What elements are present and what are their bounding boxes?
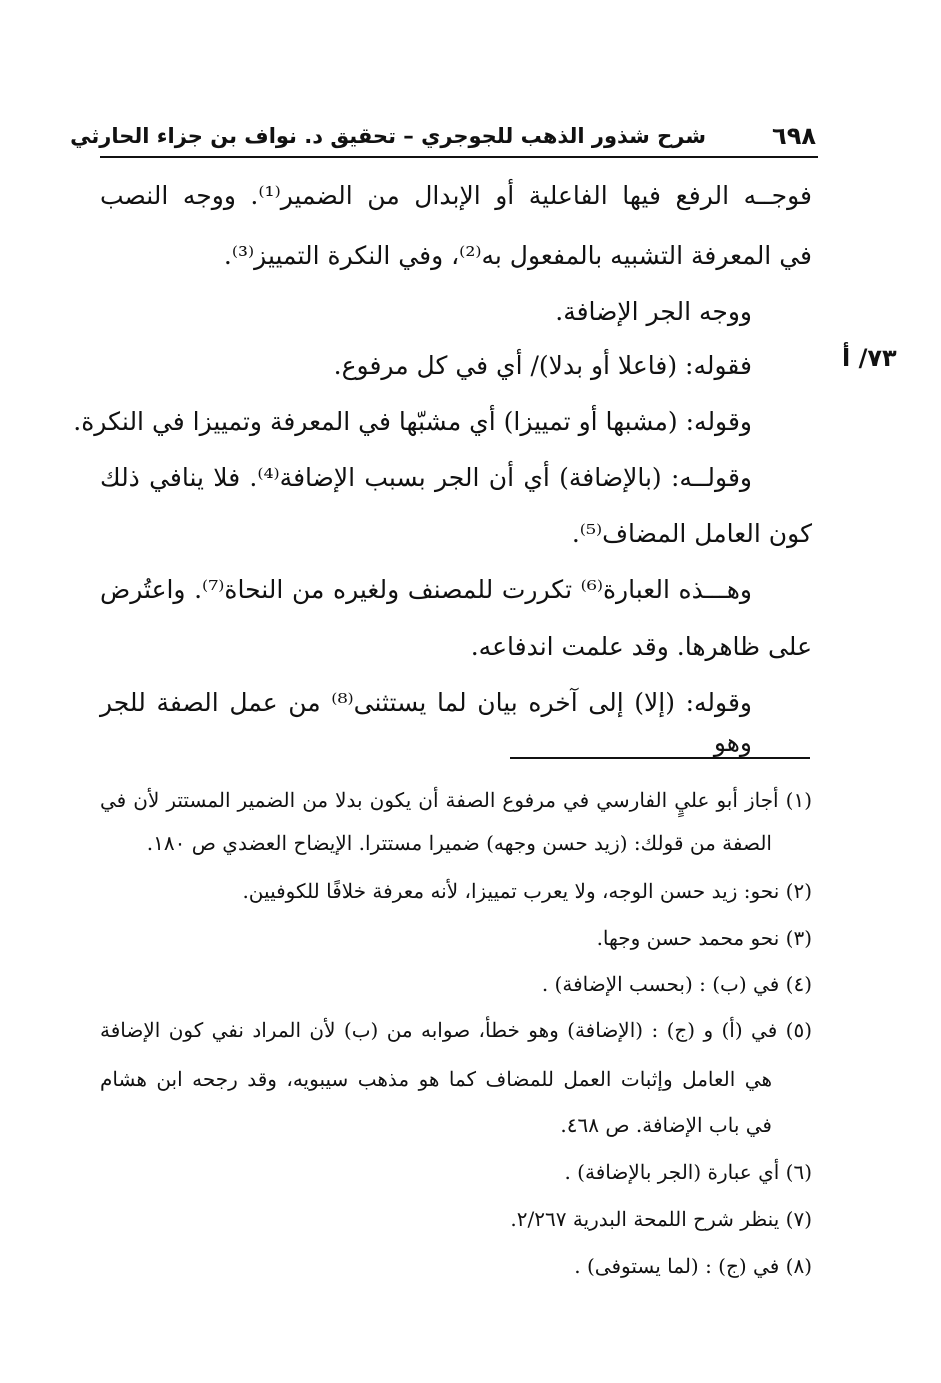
footnote-line: هي العامل وإثبات العمل للمضاف كما هو مذهب سيبويه، وقد رجحه ابن هشام: [100, 1067, 772, 1091]
footnote-line: (٤) في (ب) : (بحسب الإضافة) .: [541, 972, 812, 996]
text-line: فوجــه الرفع فيها الفاعلية أو الإبدال من الضمير⁽¹⁾. ووجه النصب: [100, 181, 812, 210]
footnote-line: (٣) نحو محمد حسن وجها.: [596, 926, 812, 950]
page-header: [70, 120, 818, 158]
text-line: على ظاهرها. وقد علمت اندفاعه.: [470, 632, 812, 661]
page-number: ٦٩٨: [772, 122, 816, 150]
footnote-separator: [510, 757, 810, 759]
text-line: وقوله: (مشبها أو تمييزا) أي مشبّها في المعرفة وتمييزا في النكرة.: [73, 407, 752, 436]
text-line: فقوله: (فاعلا أو بدلا)/ أي في كل مرفوع.: [333, 351, 752, 380]
text-line: وقوله: (إلا) إلى آخره بيان لما يستثنى⁽⁸⁾ من عمل الصفة للجر وهو: [100, 688, 752, 757]
text-line: وقولــه: (بالإضافة) أي أن الجر بسبب الإضافة⁽⁴⁾. فلا ينافي ذلك: [100, 463, 752, 492]
text-line: في المعرفة التشبيه بالمفعول به⁽²⁾، وفي النكرة التمييز⁽³⁾.: [223, 241, 812, 270]
text-line: ووجه الجر الإضافة.: [555, 297, 752, 326]
running-title: شرح شذور الذهب للجوجري – تحقيق د. نواف بن جزاء الحارثي: [70, 124, 706, 148]
manuscript-folio-marker: ٧٣/ أ: [842, 344, 897, 372]
footnote-line: (٥) في (أ) و (ج) : (الإضافة) وهو خطأ، صوابه من (ب) لأن المراد نفي كون الإضافة: [100, 1018, 812, 1042]
footnote-line: الصفة من قولك: (زيد حسن وجهه) ضميرا مستترا. الإيضاح العضدي ص ١٨٠.: [146, 831, 772, 855]
footnote-line: (١) أجاز أبو عليٍ الفارسي في مرفوع الصفة أن يكون بدلا من الضمير المستتر لأن في: [100, 788, 812, 812]
footnote-line: (٦) أي عبارة (الجر بالإضافة) .: [564, 1160, 812, 1184]
text-line: وهـــذه العبارة⁽⁶⁾ تكررت للمصنف ولغيره من النحاة⁽⁷⁾. واعتُرض: [100, 575, 752, 604]
footnote-line: (٢) نحو: زيد حسن الوجه، ولا يعرب تمييزا، لأنه معرفة خلافًا للكوفيين.: [242, 879, 812, 903]
footnote-line: في باب الإضافة. ص ٤٦٨.: [560, 1113, 772, 1137]
text-line: كون العامل المضاف⁽⁵⁾.: [571, 519, 812, 548]
footnote-line: (٨) في (ج) : (لما يستوفى) .: [574, 1254, 812, 1278]
footnote-line: (٧) ينظر شرح اللمحة البدرية ٢/٢٦٧.: [510, 1207, 812, 1231]
